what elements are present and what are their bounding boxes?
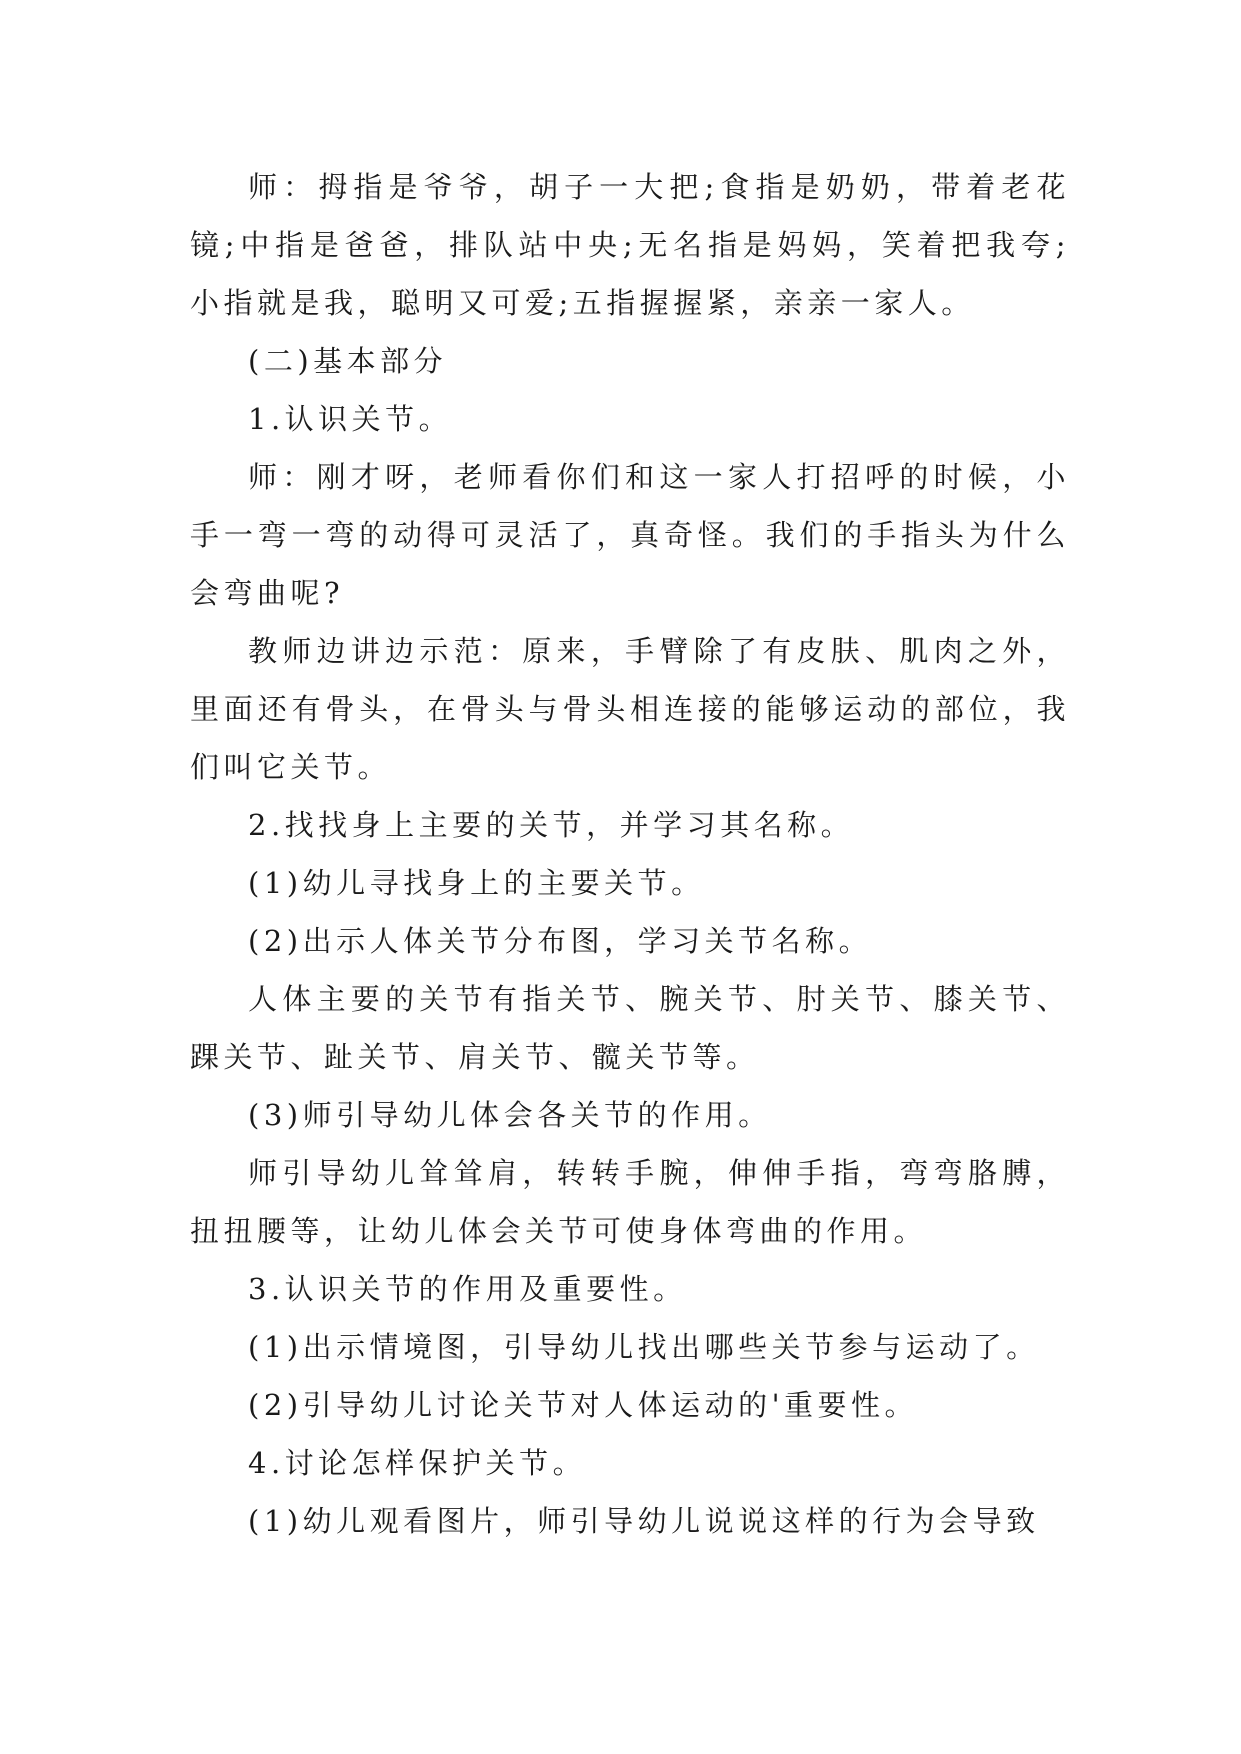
step-2-item-2: (2)出示人体关节分布图，学习关节名称。: [248, 924, 873, 958]
paragraph-joint-list: 人体主要的关节有指关节、腕关节、肘关节、膝关节、踝关节、趾关节、肩关节、髋关节等。: [190, 982, 1070, 1074]
step-3-item-2: (2)引导幼儿讨论关节对人体运动的'重要性。: [248, 1388, 919, 1422]
document-body: [190, 158, 1070, 1550]
step-2-heading: 2.找找身上主要的关节，并学习其名称。: [248, 808, 855, 842]
step-3-item-1: (1)出示情境图，引导幼儿找出哪些关节参与运动了。: [248, 1330, 1040, 1364]
step-4-item-1: (1)幼儿观看图片，师引导幼儿说说这样的行为会导致: [248, 1504, 1040, 1538]
paragraph-finger-rhyme: 师：拇指是爷爷，胡子一大把;食指是奶奶，带着老花镜;中指是爸爸，排队站中央;无名指是妈妈，笑着把我夸;小指就是我，聪明又可爱;五指握握紧，亲亲一家人。: [190, 170, 1070, 320]
step-2-item-3: (3)师引导幼儿体会各关节的作用。: [248, 1098, 772, 1132]
step-4-heading: 4.讨论怎样保护关节。: [248, 1446, 587, 1480]
paragraph-teacher-question: 师：刚才呀，老师看你们和这一家人打招呼的时候，小手一弯一弯的动得可灵活了，真奇怪。我们的手指头为什么会弯曲呢?: [190, 460, 1070, 610]
step-1-heading: 1.认识关节。: [248, 402, 453, 436]
paragraph-teacher-demo: 教师边讲边示范：原来，手臂除了有皮肤、肌肉之外，里面还有骨头，在骨头与骨头相连接的能够运动的部位，我们叫它关节。: [190, 634, 1070, 784]
paragraph-joint-activity: 师引导幼儿耸耸肩，转转手腕，伸伸手指，弯弯胳膊，扭扭腰等，让幼儿体会关节可使身体弯曲的作用。: [190, 1156, 1070, 1248]
step-2-item-1: (1)幼儿寻找身上的主要关节。: [248, 866, 705, 900]
step-3-heading: 3.认识关节的作用及重要性。: [248, 1272, 687, 1306]
section-heading-basic-part: (二)基本部分: [248, 344, 448, 378]
